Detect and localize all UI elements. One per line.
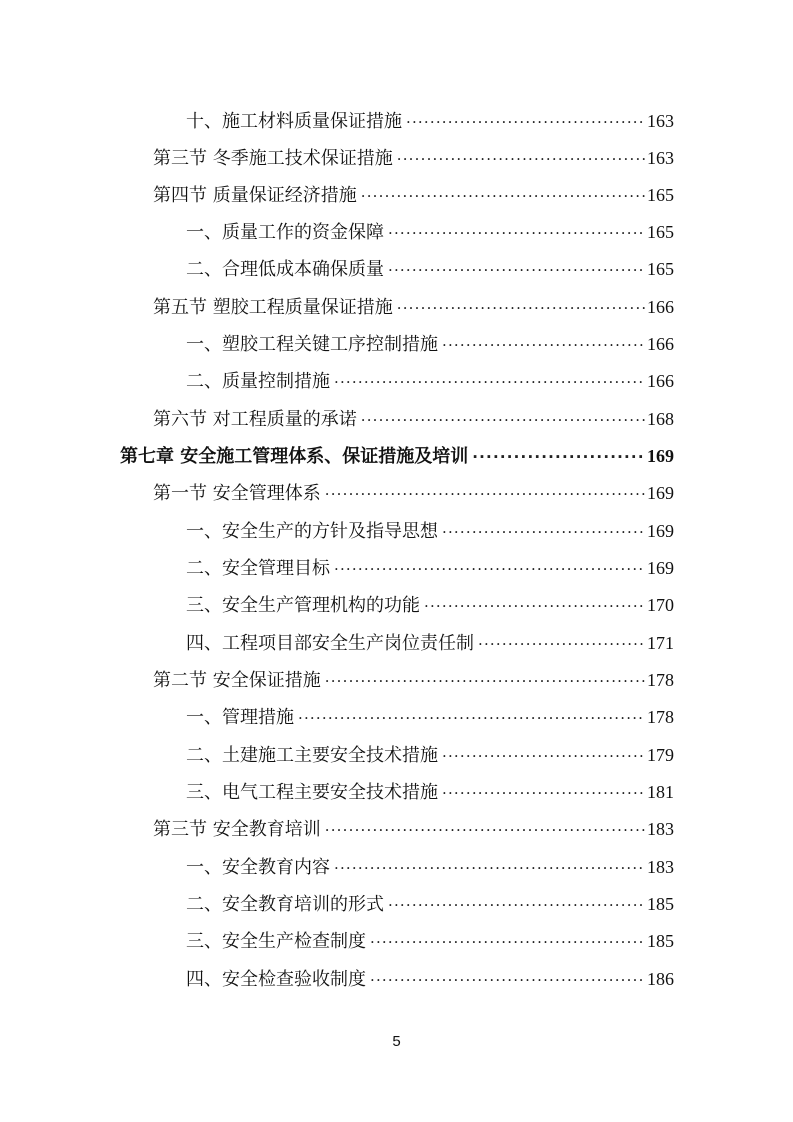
toc-entry-label: 二、安全管理目标 [186,558,330,579]
toc-entry-page: 178 [647,670,674,690]
toc-entry[interactable] [153,143,674,173]
toc-entry-page: 181 [647,782,674,802]
leader-dots [357,181,645,211]
toc-entry-label: 四、安全检查验收制度 [186,969,366,990]
toc-entry[interactable] [186,777,674,807]
leader-dots [294,703,645,733]
toc-entry-page: 169 [647,558,674,578]
toc-entry-page: 166 [647,297,674,317]
leader-dots [468,442,645,472]
toc-entry[interactable] [186,254,674,284]
toc-entry-page: 168 [647,409,674,429]
leader-dots [321,815,645,845]
toc-entry-label: 三、安全生产管理机构的功能 [186,595,420,616]
toc-entry[interactable] [186,740,674,770]
leader-dots [384,255,645,285]
toc-entry-page: 165 [647,259,674,279]
leader-dots [438,330,645,360]
leader-dots [330,554,645,584]
toc-entry-page: 185 [647,894,674,914]
toc-entry-page: 166 [647,334,674,354]
toc-entry-page: 178 [647,707,674,727]
leader-dots [438,778,645,808]
toc-entry-label: 第七章 安全施工管理体系、保证措施及培训 [120,446,469,467]
toc-entry-label: 第一节 安全管理体系 [153,483,321,504]
toc-entry-page: 165 [647,185,674,205]
toc-entry-page: 169 [647,521,674,541]
leader-dots [321,479,645,509]
toc-entry-label: 第二节 安全保证措施 [153,670,321,691]
leader-dots [402,107,645,137]
toc-entry-label: 一、质量工作的资金保障 [186,222,384,243]
toc-entry[interactable] [186,553,674,583]
toc-entry-page: 171 [647,633,674,653]
toc-entry-label: 一、安全教育内容 [186,857,330,878]
toc-entry-page: 165 [647,222,674,242]
toc-entry-label: 三、安全生产检查制度 [186,931,366,952]
toc-entry-label: 第四节 质量保证经济措施 [153,185,357,206]
leader-dots [474,629,645,659]
leader-dots [330,853,645,883]
toc-entry[interactable] [186,628,674,658]
toc-entry-page: 183 [647,819,674,839]
leader-dots [438,517,645,547]
toc-entry-label: 二、土建施工主要安全技术措施 [186,745,438,766]
toc-entry-label: 第三节 冬季施工技术保证措施 [153,148,393,169]
toc-entry-page: 166 [647,371,674,391]
leader-dots [384,218,645,248]
toc-entry[interactable] [153,404,674,434]
toc-entry-label: 二、质量控制措施 [186,371,330,392]
toc-entry-label: 第六节 对工程质量的承诺 [153,409,357,430]
toc-entry[interactable] [186,852,674,882]
leader-dots [321,666,645,696]
toc-entry[interactable] [186,366,674,396]
toc-entry-label: 一、安全生产的方针及指导思想 [186,521,438,542]
toc-entry-page: 186 [647,969,674,989]
toc-entry[interactable] [186,106,674,136]
toc-entry-label: 三、电气工程主要安全技术措施 [186,782,438,803]
toc-entry[interactable] [153,478,674,508]
toc-entry[interactable] [186,702,674,732]
leader-dots [393,293,645,323]
toc-entry-label: 第三节 安全教育培训 [153,819,321,840]
leader-dots [330,367,645,397]
toc-entry[interactable] [186,329,674,359]
toc-entry[interactable] [153,292,674,322]
page-number: 5 [392,1033,401,1050]
toc-entry-page: 163 [647,148,674,168]
toc-entry-page: 169 [647,483,674,503]
toc-entry-label: 第五节 塑胶工程质量保证措施 [153,297,393,318]
leader-dots [357,405,645,435]
toc-entry[interactable] [186,590,674,620]
toc-entry-label: 二、合理低成本确保质量 [186,259,384,280]
toc-entry-label: 四、工程项目部安全生产岗位责任制 [186,633,474,654]
toc-entry[interactable] [153,814,674,844]
toc-entry[interactable] [186,889,674,919]
toc-entry-page: 185 [647,931,674,951]
toc-entry[interactable] [186,217,674,247]
leader-dots [384,890,645,920]
toc-chapter-entry[interactable] [120,441,674,471]
toc-entry[interactable] [186,926,674,956]
toc-entry-page: 163 [647,111,674,131]
leader-dots [366,927,645,957]
toc-entry-label: 一、管理措施 [186,707,294,728]
toc-entry-label: 十、施工材料质量保证措施 [186,111,402,132]
toc-entry[interactable] [153,180,674,210]
toc-entry[interactable] [186,964,674,994]
leader-dots [420,591,645,621]
toc-entry-label: 二、安全教育培训的形式 [186,894,384,915]
toc-entry-page: 183 [647,857,674,877]
toc-entry-page: 169 [647,446,674,466]
leader-dots [393,144,645,174]
toc-entry[interactable] [153,665,674,695]
toc-entry-label: 一、塑胶工程关键工序控制措施 [186,334,438,355]
toc-entry-page: 179 [647,745,674,765]
leader-dots [438,741,645,771]
toc-entry[interactable] [186,516,674,546]
leader-dots [366,965,645,995]
toc-entry-page: 170 [647,595,674,615]
